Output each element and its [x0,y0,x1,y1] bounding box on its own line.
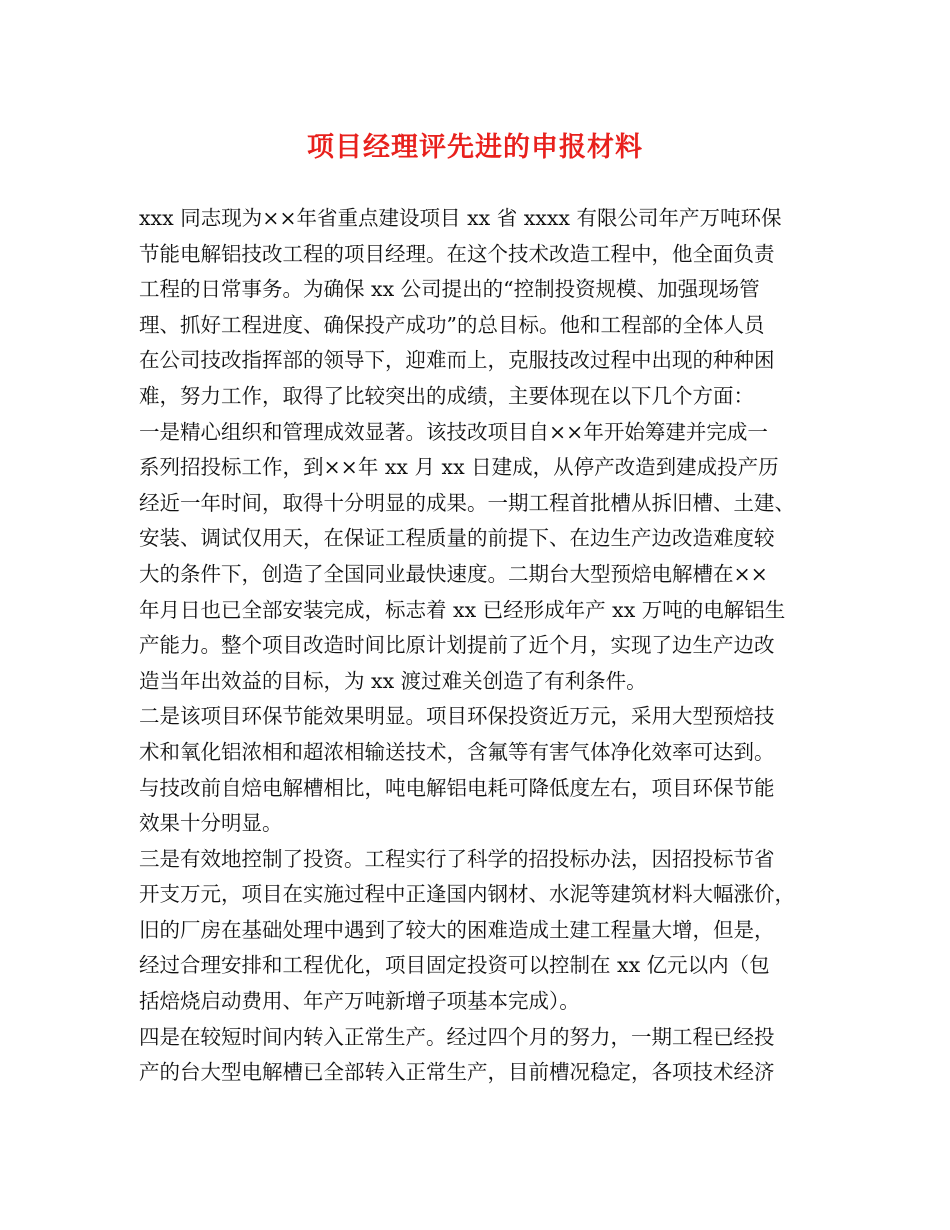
text-line: 效果十分明显。 [139,811,283,836]
text-line: 年月日也已全部安装完成，标志着 xx 已经形成年产 xx 万吨的电解铝生 [139,597,786,622]
document-title: 项目经理评先进的申报材料 [307,132,643,163]
text-line: 四是在较短时间内转入正常生产。经过四个月的努力，一期工程已经投 [139,1024,775,1049]
text-line: 括焙烧启动费用、年产万吨新增子项基本完成）。 [139,989,580,1014]
text-line: 与技改前自焙电解槽相比，吨电解铝电耗可降低度左右，项目环保节能 [139,775,775,800]
text-line: 节能电解铝技改工程的项目经理。在这个技术改造工程中，他全面负责 [139,241,775,266]
text-line: 二是该项目环保节能效果明显。项目环保投资近万元，采用大型预焙技 [139,704,775,729]
text-line: 在公司技改指挥部的领导下，迎难而上，克服技改过程中出现的种种困 [139,348,775,373]
text-line: 难，努力工作，取得了比较突出的成绩，主要体现在以下几个方面： [139,383,754,408]
text-line: 经近一年时间，取得十分明显的成果。一期工程首批槽从拆旧槽、土建、 [139,490,795,515]
text-line: 术和氧化铝浓相和超浓相输送技术，含氟等有害气体净化效率可达到。 [139,739,775,764]
text-line: 一是精心组织和管理成效显著。该技改项目自××年开始筹建并完成一 [139,419,768,444]
document-body [139,201,829,1091]
text-line: 安装、调试仅用天，在保证工程质量的前提下、在边生产边改造难度较 [139,526,775,551]
text-line: 开支万元，项目在实施过程中正逢国内钢材、水泥等建筑材料大幅涨价， [139,882,795,907]
text-line: xxx 同志现为××年省重点建设项目 xx 省 xxxx 有限公司年产万吨环保 [139,206,782,230]
text-line: 三是有效地控制了投资。工程实行了科学的招投标办法，因招投标节省 [139,846,775,871]
text-line: 工程的日常事务。为确保 xx 公司提出的“控制投资规模、加强现场管 [139,277,760,302]
text-line: 产能力。整个项目改造时间比原计划提前了近个月，实现了边生产边改 [139,633,775,658]
text-line: 造当年出效益的目标，为 xx 渡过难关创造了有利条件。 [139,668,647,693]
text-line: 理、抓好工程进度、确保投产成功”的总目标。他和工程部的全体人员 [139,312,765,337]
text-line: 产的台大型电解槽已全部转入正常生产，目前槽况稳定，各项技术经济 [139,1060,775,1085]
text-line: 旧的厂房在基础处理中遇到了较大的困难造成土建工程量大增，但是， [139,917,775,942]
text-line: 大的条件下，创造了全国同业最快速度。二期台大型预焙电解槽在×× [139,561,768,586]
text-line: 经过合理安排和工程优化，项目固定投资可以控制在 xx 亿元以内（包 [139,953,770,978]
text-line: 系列招投标工作，到××年 xx 月 xx 日建成，从停产改造到建成投产历 [139,455,779,480]
